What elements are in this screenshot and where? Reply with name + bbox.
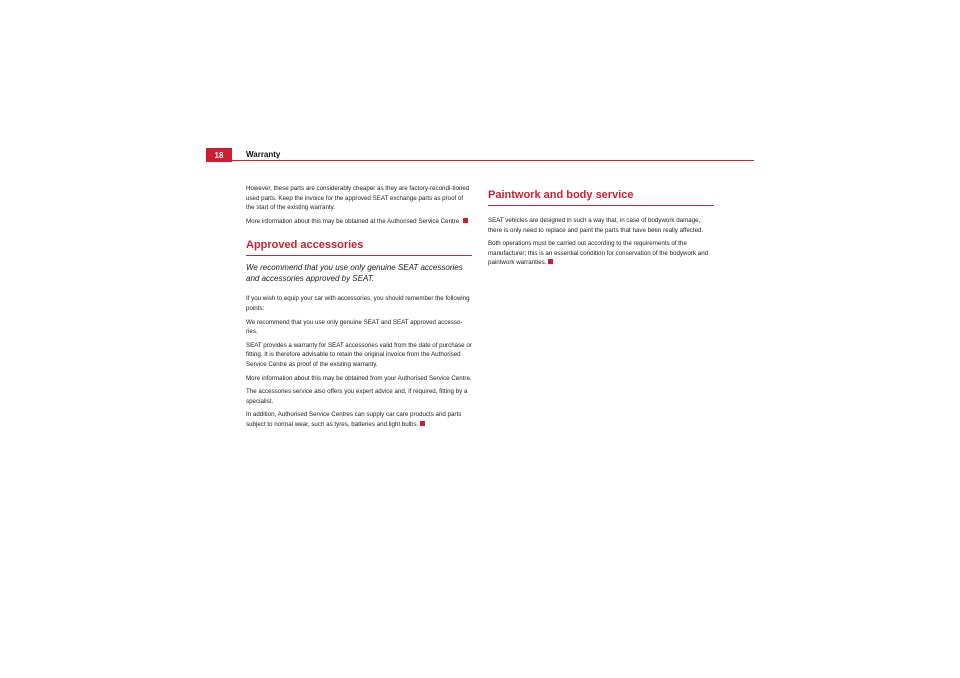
header-rule — [232, 160, 754, 161]
paragraph-text: In addition, Authorised Service Centres can supply car care products and parts subject to normal wear, such as tyres, batteries and light bulbs. — [246, 411, 462, 428]
paragraph: We recommend that you use only genuine SEAT and SEAT approved accesso-ries. — [246, 318, 463, 336]
section-end-marker-icon — [548, 259, 553, 264]
section-end-marker-icon — [463, 218, 468, 223]
section-end-marker-icon — [420, 421, 425, 426]
heading-paintwork-body-service: Paintwork and body service — [488, 188, 714, 206]
paragraph-text: More information about this may be obtained at the Authorised Service Centre. — [246, 217, 461, 225]
paragraph: SEAT vehicles are designed in such a way that, in case of bodywork damage, there is only need to replace and paint the parts that have been really affected. — [488, 217, 704, 234]
right-body — [488, 216, 714, 268]
heading-approved-accessories: Approved accessories — [246, 238, 472, 256]
paragraph-text: Both operations must be carried out according to the requirements of the manufacturer; this is an essential condition for conservation of the bodywork and paintwork warranties. — [488, 240, 709, 267]
paragraph — [246, 217, 472, 227]
page-number: 18 — [206, 148, 232, 162]
paragraph — [488, 239, 714, 268]
paragraph: If you wish to equip your car with accessories, you should remember the following points: — [246, 295, 470, 312]
intro-text: We recommend that you use only genuine SEAT accessories and accessories approved by SEAT. — [246, 263, 463, 284]
left-column — [246, 184, 472, 434]
right-column — [488, 188, 714, 272]
paragraph: The accessories service also offers you expert advice and, if required, fitting by a specialist. — [246, 388, 468, 405]
section-title: Warranty — [246, 150, 281, 159]
paragraph — [246, 410, 472, 429]
paragraph: SEAT provides a warranty for SEAT accessories valid from the date of purchase or fitting. It is therefore advisable to retain the original invoice from the Authorised Service Centre as proof of the existing warranty. — [246, 341, 472, 368]
paragraph: However, these parts are considerably cheaper as they are factory-recondi-tioned used parts. Keep the invoice for the approved SEAT exchange parts as proof of the start of the existing warranty. — [246, 185, 470, 212]
paragraph: More information about this may be obtained from your Authorised Service Centre. — [246, 374, 472, 382]
